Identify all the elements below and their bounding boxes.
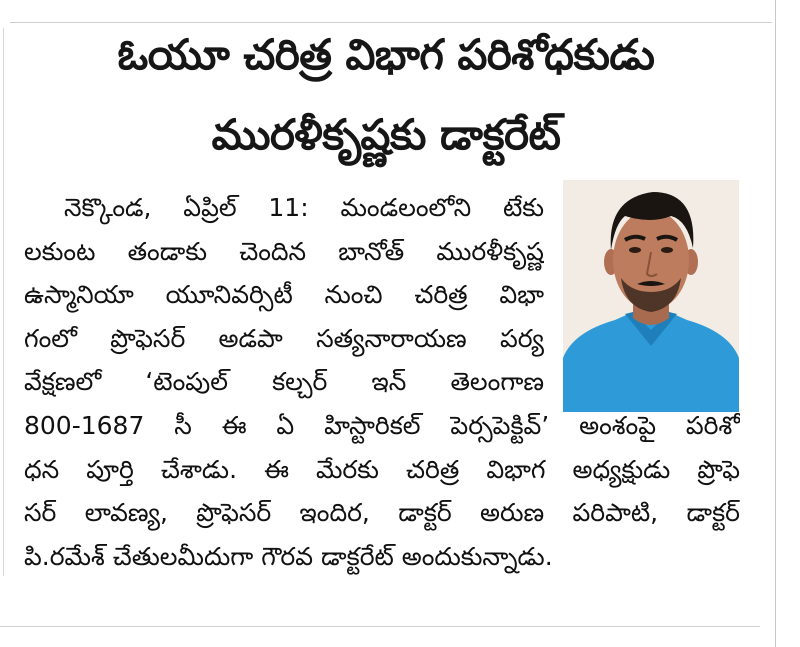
column-divider xyxy=(775,0,776,647)
article-line: సర్ లావణ్య, ప్రొఫెసర్ ఇందిర, డాక్టర్ అరుణ పరిపాటి, డాక్టర్ xyxy=(24,498,740,528)
left-divider xyxy=(3,28,4,576)
bottom-divider xyxy=(0,626,760,627)
article-line: 800-1687 సీ ఈ ఏ హిస్టారికల్ పెర్సపెక్టివ్’ అంశంపై పరిశో xyxy=(24,410,740,440)
headline-line-2: మురళీకృష్ణకు డాక్టరేట్ xyxy=(211,110,561,159)
headline-line-1: ఓయూ చరిత్ర విభాగ పరిశోధకుడు xyxy=(117,30,655,79)
article-line: గంలో ప్రొఫెసర్ అడపా సత్యనారాయణ పర్య xyxy=(24,323,544,353)
article-line: నెక్కొండ, ఏప్రిల్ 11: మండలంలోని టేకు xyxy=(64,193,544,222)
article-line: లకుంట తండాకు చెందిన బానోత్ మురళీకృష్ణ xyxy=(24,236,544,266)
top-divider xyxy=(10,22,772,23)
article-line: ఉస్మానియా యూనివర్సిటీ నుంచి చరిత్ర విభా xyxy=(24,280,544,310)
article-line: వేక్షణలో ‘టెంపుల్ కల్చర్ ఇన్ తెలంగాణ xyxy=(24,367,544,397)
article-line: ధన పూర్తి చేశాడు. ఈ మేరకు చరిత్ర విభాగ అధ్యక్షుడు ప్రొఫె xyxy=(24,454,740,484)
article-line: పి.రమేశ్ చేతులమీదుగా గౌరవ డాక్టరేట్ అందుకున్నాడు. xyxy=(24,541,553,571)
article-body xyxy=(24,186,740,578)
